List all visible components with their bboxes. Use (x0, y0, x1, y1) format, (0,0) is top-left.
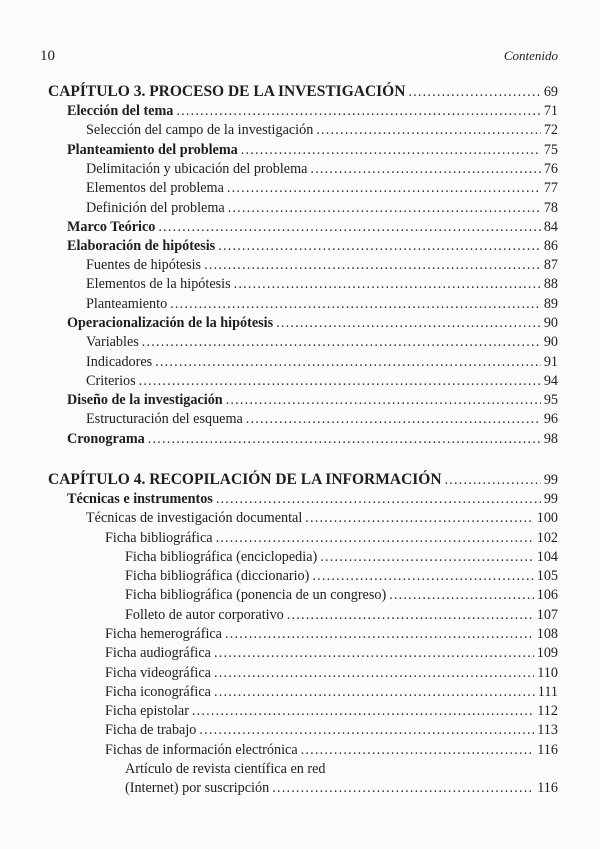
toc-entry-title: Indicadores (86, 354, 153, 370)
dot-leader (276, 313, 541, 333)
toc-entry (67, 101, 558, 121)
dot-leader (148, 429, 541, 449)
dot-leader (320, 547, 533, 567)
toc-entry-title: Ficha bibliográfica (ponencia de un congreso) (125, 587, 387, 603)
toc-entry (105, 682, 558, 702)
toc-entry-title: Elección del tema (67, 103, 174, 119)
dot-leader (312, 566, 533, 586)
dot-leader (155, 352, 541, 372)
dot-leader (301, 740, 535, 760)
toc-entry (86, 409, 558, 429)
toc-entry (105, 720, 558, 740)
toc-entry-title: Fichas de información electrónica (105, 742, 298, 758)
toc-entry (105, 643, 558, 663)
toc-chapter (48, 82, 558, 102)
toc-entry-page: 75 (543, 142, 558, 158)
toc-entry (86, 332, 558, 352)
toc-entry-page: 77 (543, 180, 558, 196)
toc-entry-title: CAPÍTULO 4. RECOPILACIÓN DE LA INFORMACIÓN (48, 471, 442, 488)
toc-entry-page: 112 (537, 703, 558, 719)
toc-entry-title: Elementos de la hipótesis (86, 276, 231, 292)
toc-entry-page: 105 (536, 568, 558, 584)
dot-leader (445, 470, 541, 490)
toc-entry-title: Elaboración de hipótesis (67, 238, 216, 254)
toc-entry-page: 72 (543, 122, 558, 138)
toc-entry (67, 217, 558, 237)
toc-entry-title: Elementos del problema (86, 180, 224, 196)
dot-leader (287, 605, 534, 625)
toc-entry-title: Fuentes de hipótesis (86, 257, 202, 273)
toc-entry-page: 91 (543, 354, 558, 370)
toc-entry-title: Diseño de la investigación (67, 392, 223, 408)
toc-entry (86, 371, 558, 391)
toc-entry-title: (Internet) por suscripción (125, 780, 270, 796)
toc-entry-title: Definición del problema (86, 200, 225, 216)
toc-entry-title: Técnicas e instrumentos (67, 491, 213, 507)
toc-entry-page: 95 (543, 392, 558, 408)
dot-leader (214, 643, 534, 663)
toc-entry-page: 104 (536, 549, 558, 565)
toc-entry (125, 605, 558, 625)
toc-entry-title: Artículo de revista científica en red (125, 761, 326, 777)
toc-entry (125, 778, 558, 798)
toc-entry (86, 178, 558, 198)
dot-leader (170, 294, 541, 314)
dot-leader (199, 720, 534, 740)
toc-entry-page: 98 (543, 431, 558, 447)
toc-entry (125, 547, 558, 567)
toc-entry-page: 90 (543, 334, 558, 350)
toc-entry-title: Técnicas de investigación documental (86, 510, 303, 526)
dot-leader (228, 198, 541, 218)
toc-chapter (48, 470, 558, 490)
dot-leader (234, 274, 541, 294)
toc-entry (125, 585, 558, 605)
toc-entry-title: Variables (86, 334, 139, 350)
toc-entry (67, 140, 558, 160)
page-number: 10 (40, 48, 55, 64)
toc-entry-title: Ficha iconográfica (105, 684, 211, 700)
dot-leader (142, 332, 541, 352)
dot-leader (241, 140, 541, 160)
toc-entry (105, 624, 558, 644)
dot-leader (192, 701, 534, 721)
dot-leader (316, 120, 541, 140)
toc-entry-title: Planteamiento del problema (67, 142, 238, 158)
toc-entry (105, 528, 558, 548)
toc-entry-page: 110 (537, 665, 558, 681)
toc-entry-title: Ficha de trabajo (105, 722, 197, 738)
toc-entry-page: 113 (537, 722, 558, 738)
toc-entry-title: Ficha audiográfica (105, 645, 211, 661)
dot-leader (226, 390, 541, 410)
toc-entry (86, 352, 558, 372)
toc-entry (67, 489, 558, 509)
dot-leader (214, 682, 535, 702)
toc-entry-title: Ficha videográfica (105, 665, 211, 681)
dot-leader (216, 489, 541, 509)
toc-entry-title: Cronograma (67, 431, 145, 447)
toc-entry (86, 120, 558, 140)
dot-leader (204, 255, 541, 275)
dot-leader (158, 217, 540, 237)
toc-entry (67, 313, 558, 333)
toc-entry-title: Ficha bibliográfica (diccionario) (125, 568, 310, 584)
dot-leader (225, 624, 534, 644)
dot-leader (227, 178, 541, 198)
dot-leader (389, 585, 534, 605)
toc-entry (105, 701, 558, 721)
toc-entry-title: CAPÍTULO 3. PROCESO DE LA INVESTIGACIÓN (48, 83, 406, 100)
toc-entry-page: 88 (543, 276, 558, 292)
dot-leader (139, 371, 541, 391)
dot-leader (214, 663, 534, 683)
toc-entry (67, 390, 558, 410)
toc-entry-page: 99 (543, 472, 558, 488)
toc-entry-page: 87 (543, 257, 558, 273)
toc-entry-title: Estructuración del esquema (86, 411, 243, 427)
toc-entry-title: Delimitación y ubicación del problema (86, 161, 308, 177)
toc-entry-page: 96 (543, 411, 558, 427)
toc-entry (67, 236, 558, 256)
toc-entry (105, 740, 558, 760)
toc-entry-page: 106 (536, 587, 558, 603)
toc-entry (125, 566, 558, 586)
dot-leader (408, 82, 540, 102)
toc-entry-page: 109 (536, 645, 558, 661)
toc-entry-title: Criterios (86, 373, 136, 389)
toc-entry (105, 663, 558, 683)
toc-entry-title: Ficha epistolar (105, 703, 189, 719)
dot-leader (305, 508, 533, 528)
toc-entry-title: Folleto de autor corporativo (125, 607, 284, 623)
toc-entry-page: 78 (543, 200, 558, 216)
toc-entry-title: Marco Teórico (67, 219, 156, 235)
toc-entry-title: Ficha bibliográfica (105, 530, 213, 546)
running-head: Contenido (503, 48, 558, 63)
toc-entry-page: 111 (537, 684, 558, 700)
dot-leader (218, 236, 541, 256)
toc-entry (86, 159, 558, 179)
toc-entry-page: 84 (543, 219, 558, 235)
toc-entry (86, 294, 558, 314)
toc-entry (86, 255, 558, 275)
toc-entry (86, 198, 558, 218)
toc-entry-page: 107 (536, 607, 558, 623)
toc-entry-page: 71 (543, 103, 558, 119)
toc-entry-page: 69 (543, 84, 558, 100)
toc-entry-page: 90 (543, 315, 558, 331)
toc-entry-title: Ficha hemerográfica (105, 626, 222, 642)
dot-leader (310, 159, 540, 179)
toc-entry-page: 94 (543, 373, 558, 389)
toc-entry-page: 86 (543, 238, 558, 254)
dot-leader (246, 409, 541, 429)
toc-entry (86, 274, 558, 294)
toc-entry (86, 508, 558, 528)
dot-leader (272, 778, 534, 798)
page-header (40, 48, 558, 68)
toc-entry-page: 108 (536, 626, 558, 642)
toc-entry-title: Ficha bibliográfica (enciclopedia) (125, 549, 318, 565)
toc-entry-title: Planteamiento (86, 296, 168, 312)
toc-entry-page: 89 (543, 296, 558, 312)
toc-entry-page: 102 (536, 530, 558, 546)
toc-entry-page: 99 (543, 491, 558, 507)
toc-entry-title: Selección del campo de la investigación (86, 122, 314, 138)
dot-leader (216, 528, 534, 548)
toc-entry-page: 116 (537, 742, 558, 758)
toc-entry-page: 100 (536, 510, 558, 526)
dot-leader (176, 101, 540, 121)
toc-entry-title: Operacionalización de la hipótesis (67, 315, 274, 331)
toc-entry-page: 76 (543, 161, 558, 177)
toc-entry (67, 429, 558, 449)
toc-entry-page: 116 (537, 780, 558, 796)
